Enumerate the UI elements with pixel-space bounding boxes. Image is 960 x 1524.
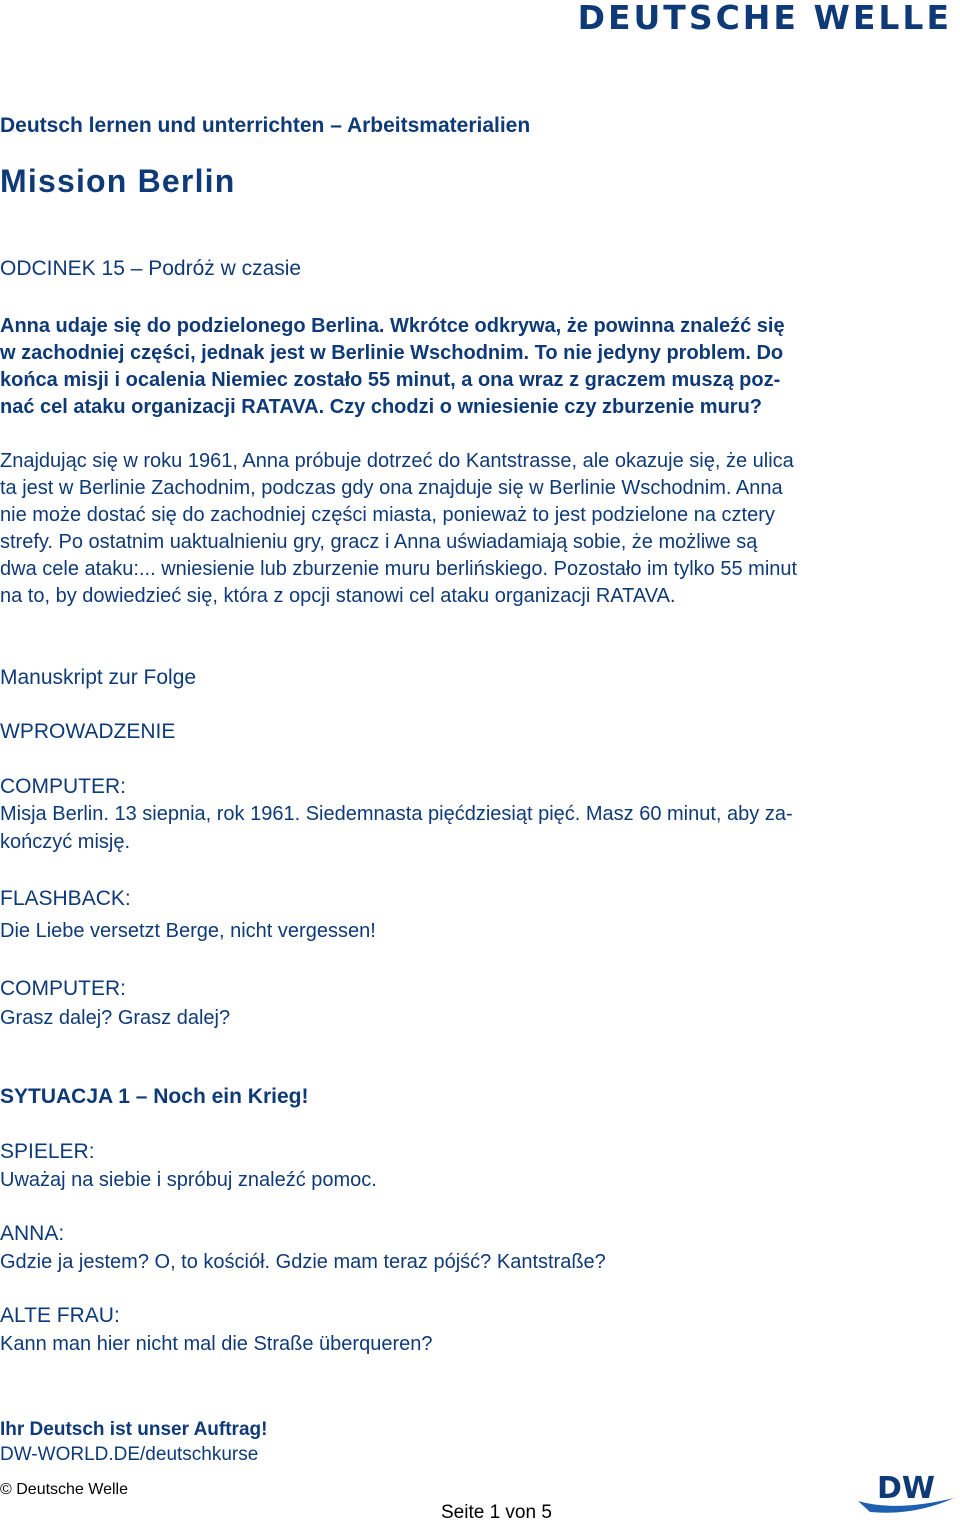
- teaser-line: w zachodniej części, jednak jest w Berlinie Wschodnim. To nie jedyny problem. Do: [0, 342, 784, 364]
- situation-heading: SYTUACJA 1 – Noch ein Krieg!: [0, 1085, 309, 1108]
- summary-line: nie może dostać się do zachodniej części miasta, ponieważ to jest podzielone na cztery: [0, 504, 775, 526]
- dialogue-line: Gdzie ja jestem? O, to kościół. Gdzie mam teraz pójść? Kantstraße?: [0, 1251, 606, 1273]
- episode-title: ODCINEK 15 – Podróż w czasie: [0, 257, 302, 280]
- summary-line: dwa cele ataku:... wniesienie lub zburzenie muru berlińskiego. Pozostało im tylko 55 minut: [0, 558, 798, 580]
- manuscript-heading: Manuskript zur Folge: [0, 666, 197, 689]
- speaker-label: ANNA:: [0, 1222, 65, 1245]
- summary-paragraph: [0, 448, 797, 610]
- speaker-label: SPIELER:: [0, 1140, 95, 1163]
- dialogue-text: [0, 1004, 230, 1032]
- dialogue-text: [0, 917, 376, 945]
- page-title: Mission Berlin: [0, 163, 236, 199]
- footer-url[interactable]: DW-WORLD.DE/deutschkurse: [0, 1444, 259, 1465]
- speaker-label: FLASHBACK:: [0, 887, 131, 910]
- summary-line: na to, by dowiedzieć się, która z opcji stanowi cel ataku organizacji RATAVA.: [0, 585, 676, 607]
- teaser-line: Anna udaje się do podzielonego Berlina. Wkrótce odkrywa, że powinna znaleźć się: [0, 315, 785, 337]
- teaser-line: nać cel ataku organizacji RATAVA. Czy chodzi o wniesienie czy zburzenie muru?: [0, 396, 763, 418]
- teaser-line: końca misji i ocalenia Niemiec zostało 55 minut, a ona wraz z graczem muszą poz-: [0, 369, 781, 391]
- dialogue-line: Misja Berlin. 13 siepnia, rok 1961. Siedemnasta pięćdziesiąt pięć. Masz 60 minut, aby za-: [0, 803, 793, 825]
- dw-logo-icon: [856, 1468, 956, 1514]
- dw-logo-text: DW: [877, 1471, 935, 1506]
- dialogue-line: Grasz dalej? Grasz dalej?: [0, 1007, 231, 1029]
- summary-line: Znajdując się w roku 1961, Anna próbuje dotrzeć do Kantstrasse, ale okazuje się, że ulica: [0, 450, 794, 472]
- series-title: Deutsch lernen und unterrichten – Arbeitsmaterialien: [0, 114, 531, 137]
- page-number: Seite 1 von 5: [441, 1502, 552, 1523]
- speaker-label: ALTE FRAU:: [0, 1304, 120, 1327]
- dialogue-line: Die Liebe versetzt Berge, nicht vergessen!: [0, 920, 376, 942]
- dialogue-line: Kann man hier nicht mal die Straße überqueren?: [0, 1333, 433, 1355]
- intro-heading: WPROWADZENIE: [0, 720, 176, 743]
- dialogue-text: [0, 1166, 377, 1194]
- summary-line: ta jest w Berlinie Zachodnim, podczas gdy ona znajduje się w Berlinie Wschodnim. Anna: [0, 477, 783, 499]
- dialogue-text: [0, 1248, 606, 1276]
- dialogue-line: kończyć misję.: [0, 831, 131, 853]
- teaser-paragraph: [0, 313, 785, 421]
- copyright: © Deutsche Welle: [0, 1481, 128, 1498]
- footer-slogan: Ihr Deutsch ist unser Auftrag!: [0, 1419, 268, 1440]
- dialogue-line: Uważaj na siebie i spróbuj znaleźć pomoc.: [0, 1169, 377, 1191]
- summary-line: strefy. Po ostatnim uaktualnieniu gry, gracz i Anna uświadamiają sobie, że możliwe są: [0, 531, 758, 553]
- dialogue-text: [0, 1330, 432, 1358]
- dialogue-text: [0, 800, 793, 856]
- speaker-label: COMPUTER:: [0, 775, 126, 798]
- speaker-label: COMPUTER:: [0, 977, 126, 1000]
- dw-header-logo: DEUTSCHE WELLE: [577, 0, 952, 37]
